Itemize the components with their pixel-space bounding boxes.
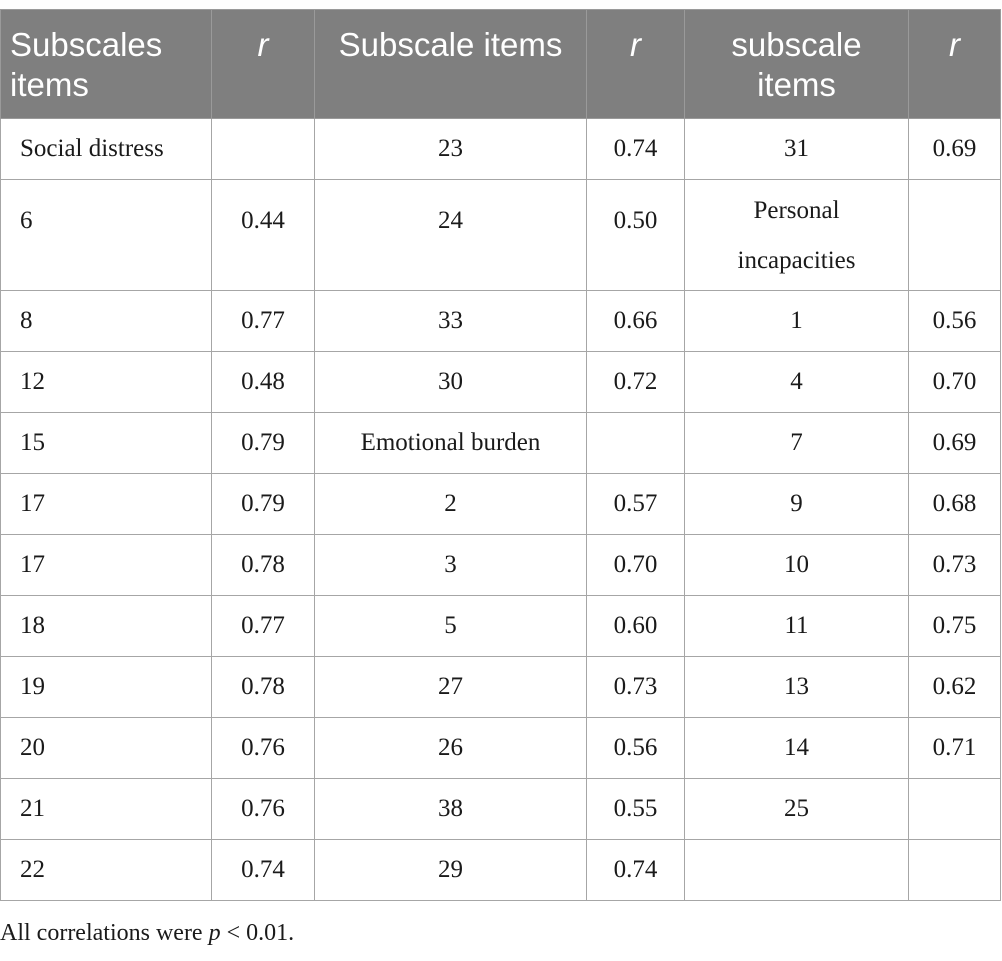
footnote — [0, 920, 294, 947]
cell-item-3: 1 — [685, 291, 909, 352]
cell-r-2: 0.70 — [587, 535, 685, 596]
table-row — [1, 596, 1001, 657]
cell-item-1: 20 — [1, 718, 212, 779]
cell-item-3 — [685, 840, 909, 901]
header-subscales-items: Subscales items — [1, 10, 212, 119]
cell-item-1: 22 — [1, 840, 212, 901]
cell-r-3: 0.56 — [909, 291, 1001, 352]
cell-item-1: 6 — [1, 180, 212, 291]
cell-item-2: 38 — [315, 779, 587, 840]
cell-item-2: 33 — [315, 291, 587, 352]
cell-r-3: 0.69 — [909, 413, 1001, 474]
cell-item-3: 9 — [685, 474, 909, 535]
cell-item-3: 11 — [685, 596, 909, 657]
cell-r-3: 0.73 — [909, 535, 1001, 596]
header-subscale-items: Subscale items — [315, 10, 587, 119]
cell-r-3: 0.69 — [909, 119, 1001, 180]
cell-r-3 — [909, 180, 1001, 291]
cell-item-1: 21 — [1, 779, 212, 840]
header-r-3: r — [909, 10, 1001, 119]
cell-item-1: 12 — [1, 352, 212, 413]
cell-r-1: 0.48 — [212, 352, 315, 413]
cell-r-1: 0.76 — [212, 779, 315, 840]
header-subscale-items-2: subscale items — [685, 10, 909, 119]
cell-r-1: 0.79 — [212, 413, 315, 474]
cell-r-1: 0.79 — [212, 474, 315, 535]
cell-r-2: 0.72 — [587, 352, 685, 413]
cell-item-2: 29 — [315, 840, 587, 901]
cell-r-1: 0.77 — [212, 596, 315, 657]
cell-r-1: 0.77 — [212, 291, 315, 352]
cell-r-2: 0.50 — [587, 180, 685, 291]
cell-item-2: 2 — [315, 474, 587, 535]
cell-item-2: 5 — [315, 596, 587, 657]
cell-r-3: 0.68 — [909, 474, 1001, 535]
cell-r-2: 0.74 — [587, 119, 685, 180]
cell-item-1: 17 — [1, 474, 212, 535]
cell-item-2: Emotional burden — [315, 413, 587, 474]
cell-item-1: 8 — [1, 291, 212, 352]
cell-r-2: 0.57 — [587, 474, 685, 535]
cell-r-2: 0.73 — [587, 657, 685, 718]
cell-r-2: 0.60 — [587, 596, 685, 657]
cell-item-3: 4 — [685, 352, 909, 413]
cell-item-1: 18 — [1, 596, 212, 657]
table-row — [1, 535, 1001, 596]
cell-r-1: 0.74 — [212, 840, 315, 901]
cell-r-3 — [909, 840, 1001, 901]
cell-r-1: 0.78 — [212, 535, 315, 596]
cell-r-1: 0.76 — [212, 718, 315, 779]
table-row — [1, 779, 1001, 840]
table-row — [1, 718, 1001, 779]
cell-item-2: 26 — [315, 718, 587, 779]
cell-item-3: Personal incapacities — [685, 180, 909, 291]
cell-r-3 — [909, 779, 1001, 840]
header-r-1: r — [212, 10, 315, 119]
cell-r-3: 0.70 — [909, 352, 1001, 413]
cell-item-1: 17 — [1, 535, 212, 596]
cell-r-2: 0.74 — [587, 840, 685, 901]
footnote-prefix: All correlations were — [0, 920, 209, 946]
cell-item-2: 24 — [315, 180, 587, 291]
cell-r-1: 0.78 — [212, 657, 315, 718]
cell-item-1: Social distress — [1, 119, 212, 180]
header-r-2: r — [587, 10, 685, 119]
footnote-variable: p — [208, 920, 221, 946]
cell-r-2: 0.55 — [587, 779, 685, 840]
cell-r-2 — [587, 413, 685, 474]
cell-r-1: 0.44 — [212, 180, 315, 291]
cell-r-2: 0.56 — [587, 718, 685, 779]
table-row — [1, 180, 1001, 291]
correlation-table — [0, 9, 1001, 901]
table-row — [1, 352, 1001, 413]
table-row — [1, 291, 1001, 352]
cell-item-2: 27 — [315, 657, 587, 718]
cell-r-3: 0.62 — [909, 657, 1001, 718]
cell-r-3: 0.75 — [909, 596, 1001, 657]
table-row — [1, 657, 1001, 718]
cell-item-3: 10 — [685, 535, 909, 596]
cell-item-3: 25 — [685, 779, 909, 840]
cell-r-1 — [212, 119, 315, 180]
cell-item-3: 14 — [685, 718, 909, 779]
cell-item-3: 7 — [685, 413, 909, 474]
table-row — [1, 840, 1001, 901]
cell-item-3: 13 — [685, 657, 909, 718]
footnote-suffix: < 0.01. — [220, 920, 295, 946]
cell-item-3: 31 — [685, 119, 909, 180]
table-row — [1, 413, 1001, 474]
table-row — [1, 119, 1001, 180]
cell-item-2: 3 — [315, 535, 587, 596]
header-row — [1, 10, 1001, 119]
cell-item-2: 23 — [315, 119, 587, 180]
cell-item-2: 30 — [315, 352, 587, 413]
cell-item-1: 15 — [1, 413, 212, 474]
cell-item-1: 19 — [1, 657, 212, 718]
cell-r-2: 0.66 — [587, 291, 685, 352]
cell-r-3: 0.71 — [909, 718, 1001, 779]
table-row — [1, 474, 1001, 535]
table-body — [1, 119, 1001, 901]
